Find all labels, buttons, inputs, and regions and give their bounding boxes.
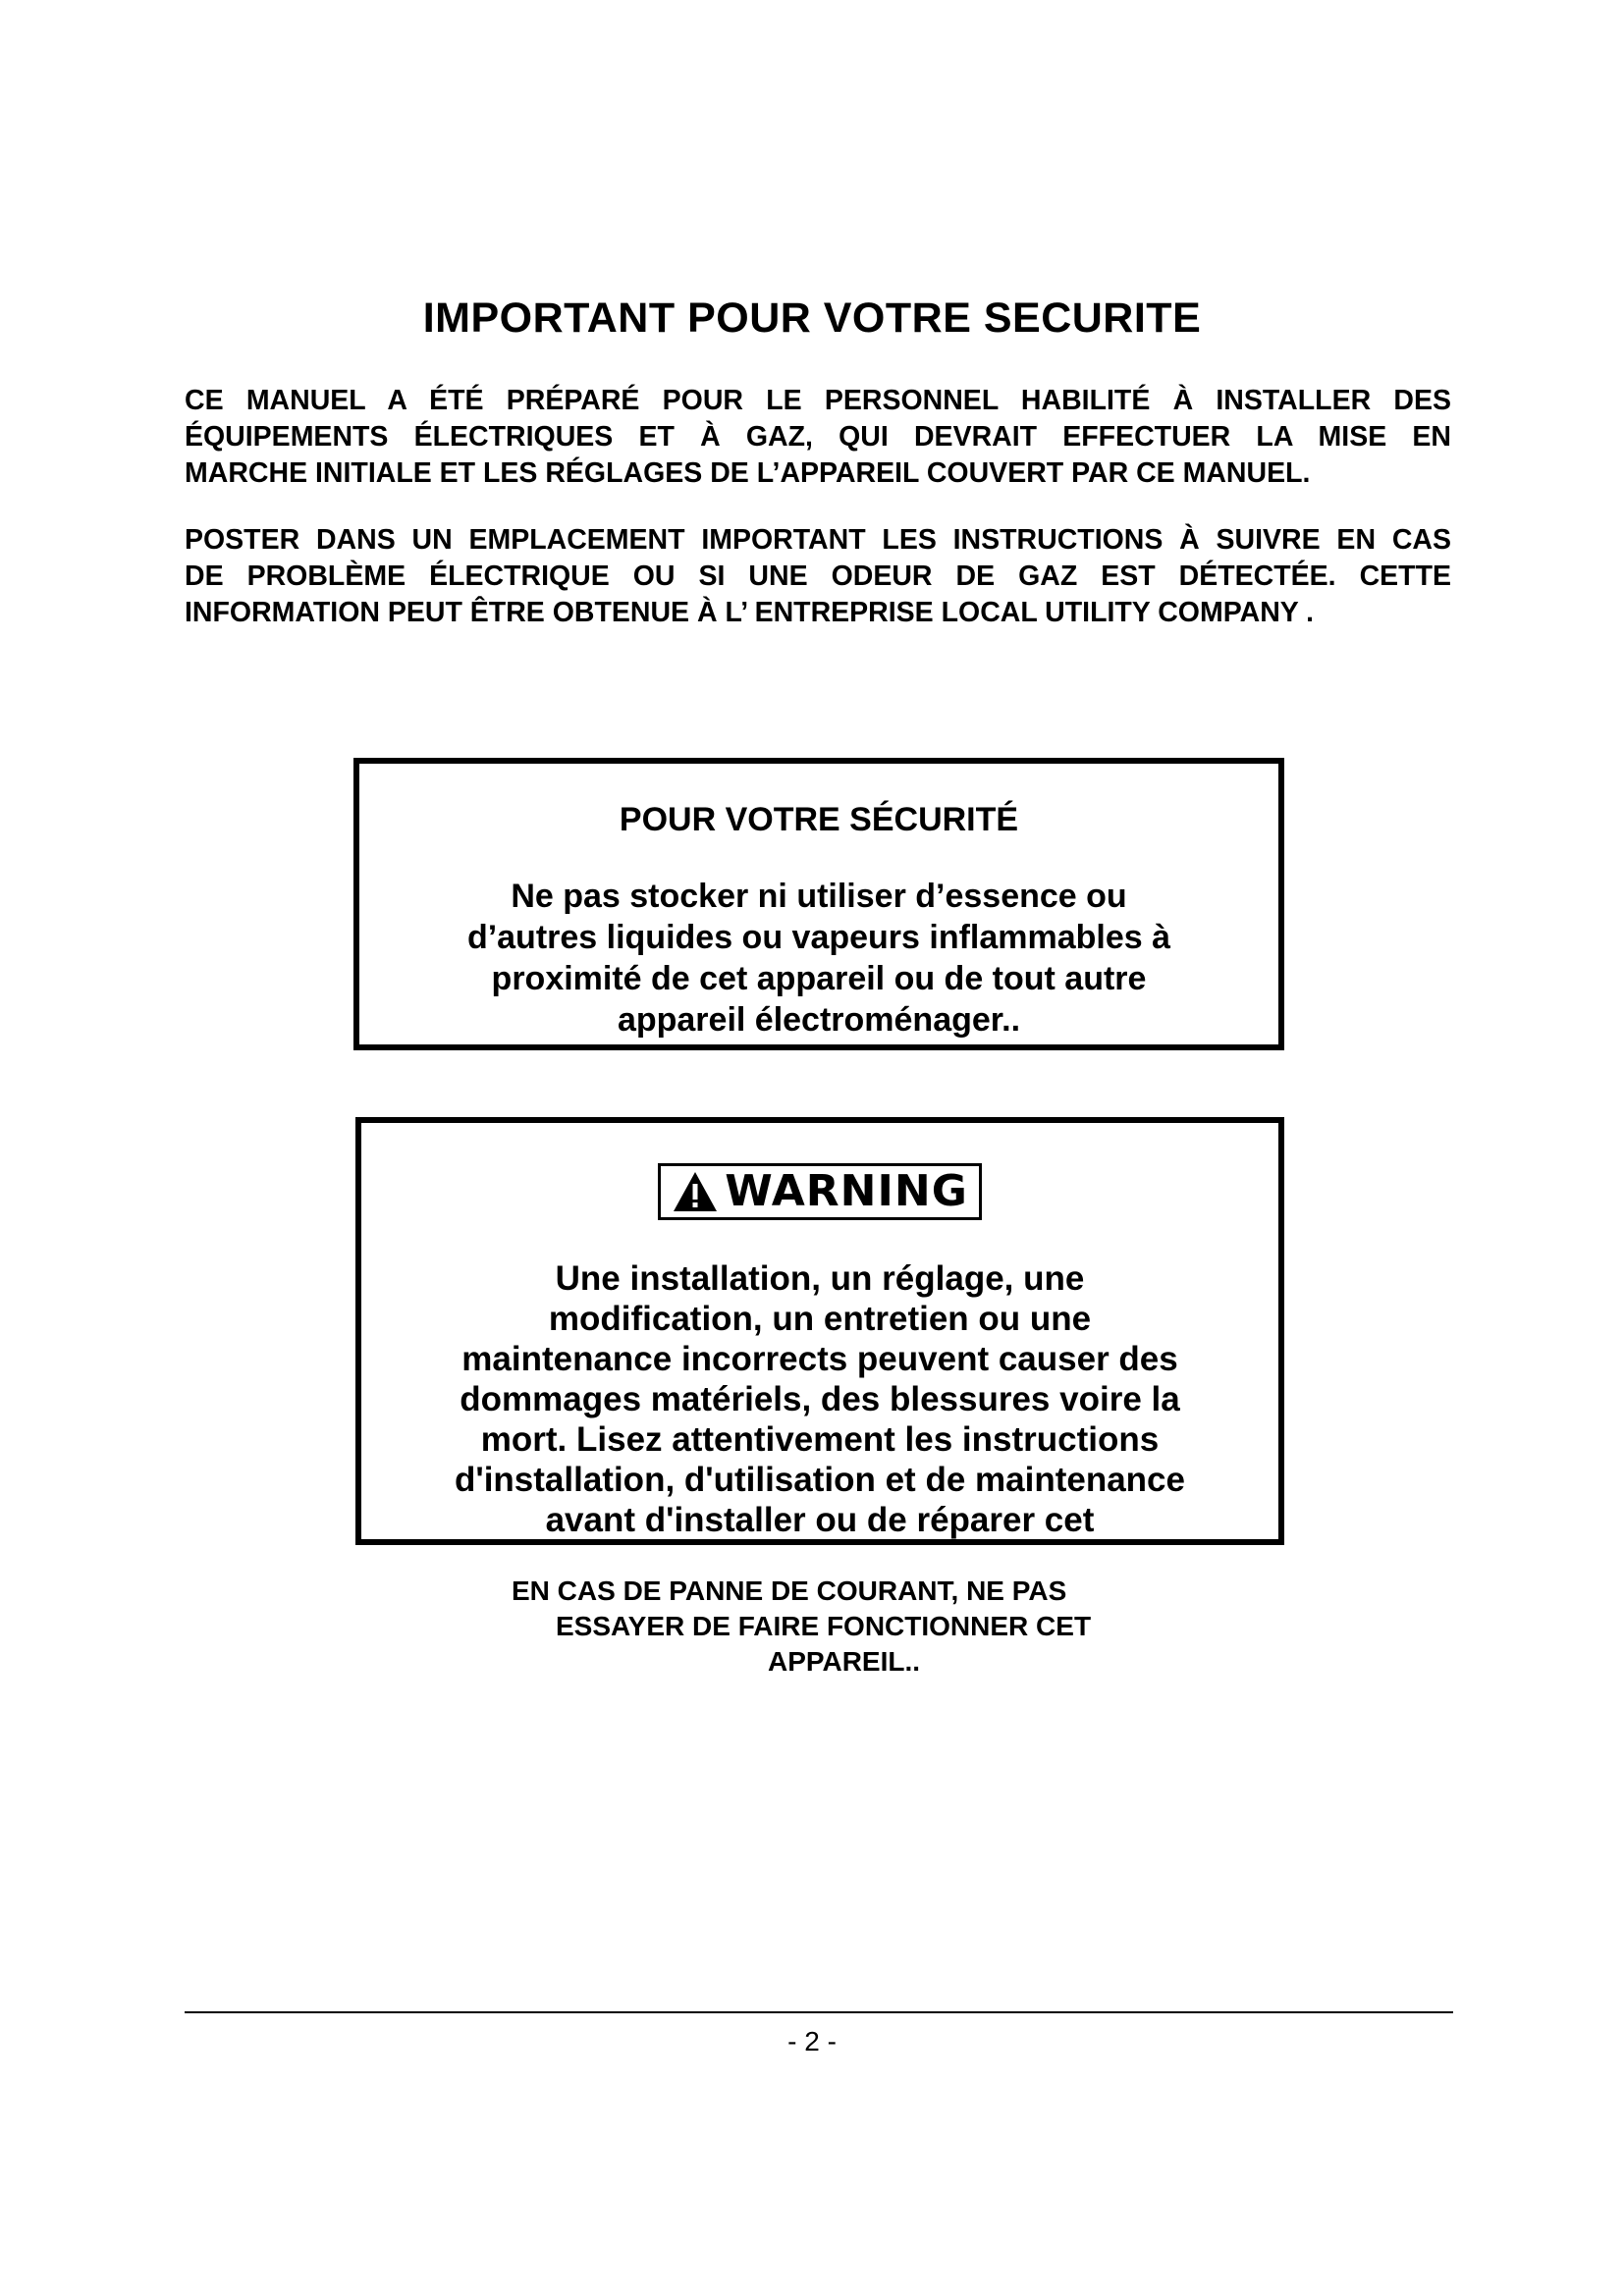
paragraph-line: POSTER DANS UN EMPLACEMENT IMPORTANT LES INSTRUCTIONS À SUIVRE EN CAS — [185, 524, 1451, 556]
paragraph-line: INFORMATION PEUT ÊTRE OBTENUE À L’ ENTREPRISE LOCAL UTILITY COMPANY . — [185, 597, 1315, 628]
safety-notice-line: d’autres liquides ou vapeurs inflammables à — [466, 919, 1171, 956]
warning-notice-line: d'installation, d'utilisation et de maintenance — [455, 1461, 1185, 1499]
safety-notice-box — [353, 758, 1284, 1050]
paragraph-line: ÉQUIPEMENTS ÉLECTRIQUES ET À GAZ, QUI DEVRAIT EFFECTUER LA MISE EN — [185, 421, 1451, 453]
power-outage-note-line: APPAREIL.. — [768, 1646, 921, 1677]
paragraph-line: CE MANUEL A ÉTÉ PRÉPARÉ POUR LE PERSONNEL HABILITÉ À INSTALLER DES — [185, 385, 1451, 416]
warning-notice-line: modification, un entretien ou une — [548, 1300, 1092, 1338]
power-outage-note-line: EN CAS DE PANNE DE COURANT, NE PAS — [512, 1575, 1067, 1606]
installer-notice-paragraph — [185, 383, 1451, 492]
emergency-instructions-paragraph — [185, 522, 1451, 631]
paragraph-line: MARCHE INITIALE ET LES RÉGLAGES DE L’APPAREIL COUVERT PAR CE MANUEL. — [185, 457, 1311, 489]
power-outage-note-line: ESSAYER DE FAIRE FONCTIONNER CET — [556, 1611, 1092, 1641]
page-number: - 2 - — [787, 2026, 837, 2056]
safety-notice-line: appareil électroménager.. — [617, 1001, 1021, 1039]
warning-label — [658, 1163, 982, 1220]
warning-notice-line: avant d'installer ou de réparer cet — [545, 1501, 1095, 1539]
paragraph-line: DE PROBLÈME ÉLECTRIQUE OU SI UNE ODEUR DE GAZ EST DÉTECTÉE. CETTE — [185, 561, 1451, 592]
warning-notice-line: mort. Lisez attentivement les instructions — [480, 1420, 1160, 1459]
warning-word: WARNING — [725, 1166, 968, 1216]
footer-divider — [185, 2011, 1453, 2013]
warning-notice-line: Une installation, un réglage, une — [555, 1259, 1085, 1298]
safety-notice-text — [359, 876, 1278, 1041]
safety-notice-line: Ne pas stocker ni utiliser d’essence ou — [511, 878, 1127, 915]
safety-notice-title: POUR VOTRE SÉCURITÉ — [619, 801, 1019, 838]
page-title: IMPORTANT POUR VOTRE SECURITE — [422, 294, 1202, 342]
warning-notice-line: dommages matériels, des blessures voire la — [460, 1380, 1180, 1418]
warning-notice-line: maintenance incorrects peuvent causer des — [461, 1340, 1178, 1378]
warning-notice-box — [355, 1117, 1284, 1545]
warning-triangle-icon — [672, 1170, 719, 1213]
warning-notice-text — [361, 1258, 1278, 1540]
safety-notice-line: proximité de cet appareil ou de tout autre — [491, 960, 1147, 997]
